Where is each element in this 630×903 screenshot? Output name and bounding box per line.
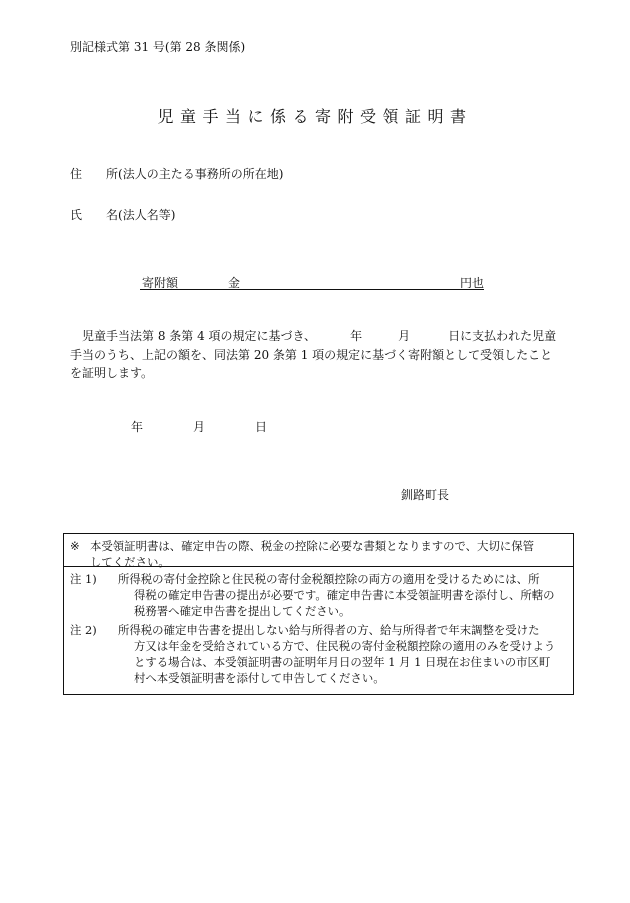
amount-suffix: 円也 [459, 276, 484, 290]
main-note-mark: ※ [70, 539, 80, 553]
address-label: 住 [70, 167, 83, 181]
body-line-3: を証明します。 [70, 366, 154, 380]
donation-amount-line [140, 274, 484, 290]
note-1-line-1: 所得税の寄付金控除と住民税の寄付金税額控除の両方の適用を受けるためには、所 [118, 572, 540, 586]
certification-text [70, 327, 560, 383]
form-number: 別記様式第 31 号(第 28 条関係) [70, 40, 246, 54]
amount-prefix: 金 [228, 276, 241, 290]
address-label-2: 所 [106, 167, 119, 181]
donation-amount-label: 寄附額 [142, 276, 179, 290]
issue-date [131, 418, 267, 435]
note-1-label: 注 1) [70, 572, 97, 586]
issue-day: 日 [255, 420, 268, 434]
body-line-1 [70, 327, 560, 346]
note-2-line-3: とする場合は、本受領証明書の証明年月日の翌年 1 月 1 日現在お住まいの市区町 [134, 655, 551, 670]
notes-box [63, 533, 574, 695]
main-note-line-1: 本受領証明書は、確定申告の際、税金の控除に必要な書類となりますので、大切に保管 [90, 539, 535, 553]
name-label: 氏 [70, 208, 83, 222]
issuer-name: 釧路町長 [401, 488, 450, 502]
address-sub: (法人の主たる事務所の所在地) [118, 167, 284, 181]
issue-month: 月 [193, 420, 206, 434]
name-label-2: 名 [106, 208, 119, 222]
name-field [70, 206, 175, 223]
body-line-2: 手当のうち、上記の額を、同法第 20 条第 1 項の規定に基づく寄附額として受領したこと [70, 347, 553, 362]
body-month: 月 [398, 329, 411, 343]
issue-year: 年 [131, 420, 144, 434]
note-2-line-4: 村へ本受領証明書を添付して申告してください。 [134, 671, 385, 686]
main-note [64, 534, 573, 570]
note-2-line-2: 方又は年金を受給されている方で、住民税の寄付金税額控除の適用のみを受けよう [134, 638, 556, 653]
document-title: 児童手当に係る寄附受領証明書 [157, 107, 473, 126]
body-year: 年 [350, 329, 363, 343]
body-line-1-b: 日に支払われた児童 [448, 329, 557, 343]
note-2-line-1: 所得税の確定申告書を提出しない給与所得者の方、給与所得者で年末調整を受けた [118, 622, 540, 637]
note-2-label: 注 2) [70, 622, 97, 637]
note-1 [64, 567, 573, 620]
body-line-1-a: 児童手当法第 8 条第 4 項の規定に基づき、 [82, 329, 317, 343]
main-note-line-2: してください。 [90, 555, 170, 570]
address-field [70, 165, 283, 182]
note-2 [64, 620, 573, 687]
note-1-line-2: 得税の確定申告書の提出が必要です。確定申告書に本受領証明書を添付し、所轄の [134, 588, 555, 603]
name-sub: (法人名等) [118, 208, 176, 222]
note-1-line-3: 税務署へ確定申告書を提出してください。 [134, 604, 351, 619]
